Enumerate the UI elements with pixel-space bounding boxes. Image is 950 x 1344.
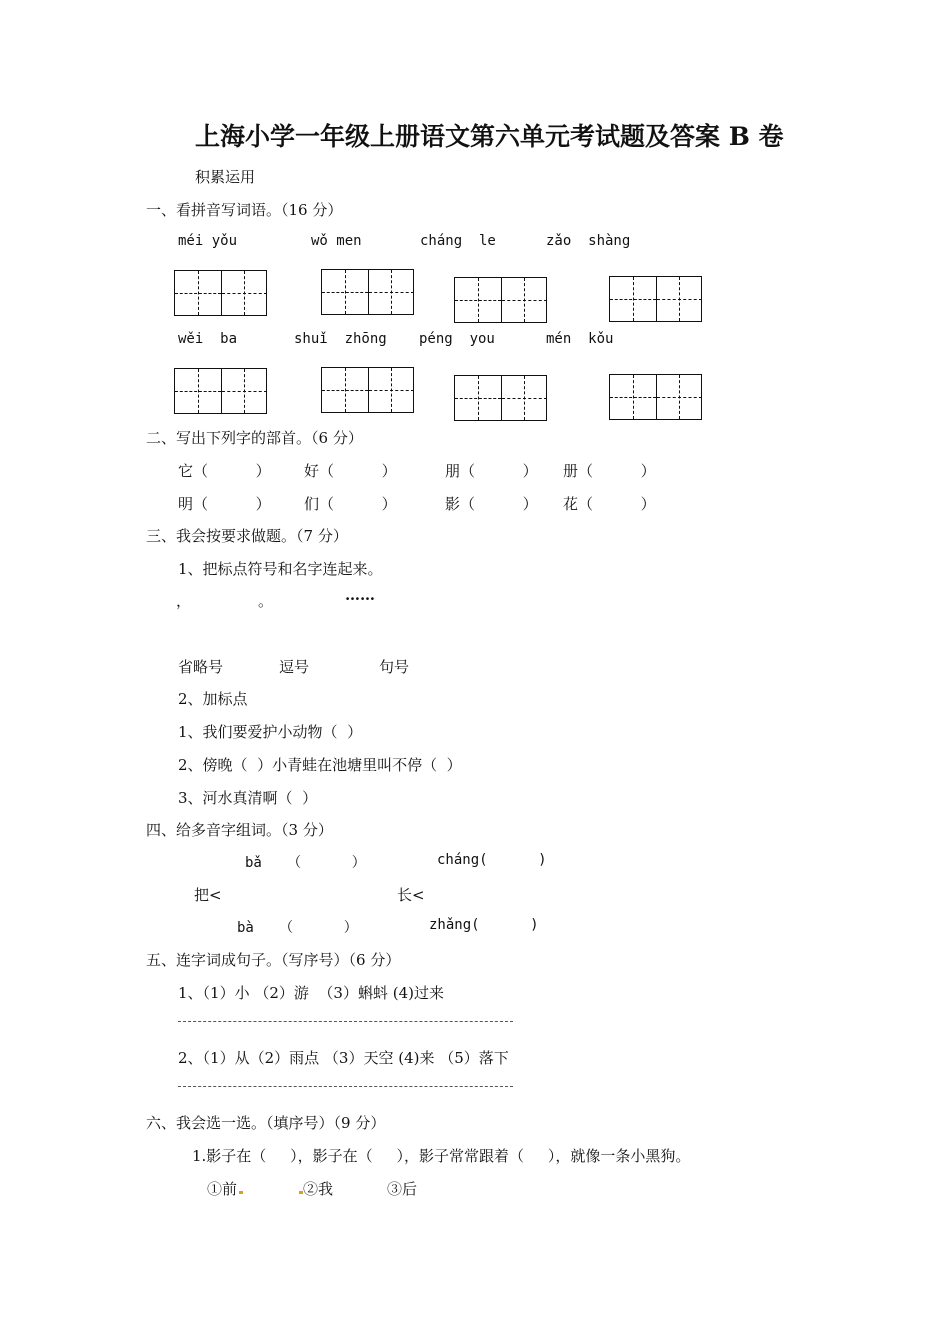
pinyin-5: wěi ba (178, 331, 238, 347)
writing-grid[interactable] (321, 269, 414, 315)
radical-item: 影（ ） (445, 495, 538, 513)
punctuation-name: 句号 (379, 658, 410, 676)
answer-line[interactable] (178, 1021, 513, 1022)
writing-grid[interactable] (454, 375, 547, 421)
writing-grid[interactable] (174, 270, 267, 316)
pinyin-7: péng you (419, 331, 495, 347)
polyphone-pinyin: cháng( ) (437, 852, 547, 868)
writing-grid[interactable] (609, 374, 702, 420)
polyphone-char: 长< (397, 886, 425, 904)
writing-grid[interactable] (174, 368, 267, 414)
radical-item: 明（ ） (178, 495, 271, 513)
polyphone-pinyin: bà （ ） (237, 920, 358, 936)
punctuation-comma: ， (176, 592, 192, 610)
question-6-1: 1.影子在（ ），影子在（ ），影子常常跟着（ ），就像一条小黑狗。 (192, 1147, 691, 1165)
question-3-2: 2、加标点 (178, 690, 248, 708)
pinyin-8: mén kǒu (546, 331, 614, 347)
section-6-heading: 六、我会选一选。（填序号）（9 分） (146, 1114, 386, 1132)
subheading: 积累运用 (195, 168, 256, 186)
pinyin-2: wǒ men (311, 233, 362, 249)
radical-item: 册（ ） (563, 462, 656, 480)
page-title: 上海小学一年级上册语文第六单元考试题及答案 B 卷 (195, 122, 784, 151)
section-3-heading: 三、我会按要求做题。（7 分） (146, 527, 348, 545)
question-3-1: 1、把标点符号和名字连起来。 (178, 560, 383, 578)
pinyin-4: zǎo shàng (546, 233, 631, 249)
punctuation-ellipsis: …… (345, 586, 375, 604)
pinyin-6: shuǐ zhōng (294, 331, 387, 347)
section-4-heading: 四、给多音字组词。（3 分） (146, 821, 333, 839)
question-5-1: 1、（1）小 （2）游 （3）蝌蚪 (4)过来 (178, 984, 444, 1002)
section-2-heading: 二、写出下列字的部首。（6 分） (146, 429, 363, 447)
polyphone-char: 把< (194, 886, 222, 904)
radical-item: 花（ ） (563, 495, 656, 513)
polyphone-pinyin: bǎ （ ） (245, 855, 366, 871)
sentence-item: 3、河水真清啊（ ） (178, 789, 318, 807)
section-5-heading: 五、连字词成句子。（写序号）（6 分） (146, 951, 401, 969)
choice-option: ③后 (387, 1180, 418, 1198)
radical-item: 们（ ） (304, 495, 397, 513)
choice-option: ①前 (207, 1180, 238, 1198)
polyphone-pinyin: zhǎng( ) (429, 917, 539, 933)
radical-item: 它（ ） (178, 462, 271, 480)
punctuation-name: 逗号 (279, 658, 310, 676)
answer-line[interactable] (178, 1086, 513, 1087)
radical-item: 朋（ ） (445, 462, 538, 480)
punctuation-name: 省略号 (178, 658, 224, 676)
choice-option: ②我 (303, 1180, 334, 1198)
pinyin-1: méi yǒu (178, 233, 238, 249)
radical-item: 好（ ） (304, 462, 397, 480)
section-1-heading: 一、看拼音写词语。（16 分） (146, 201, 343, 219)
punctuation-period: 。 (258, 592, 274, 610)
question-5-2: 2、（1）从（2）雨点 （3）天空 (4)来 （5）落下 (178, 1049, 509, 1067)
writing-grid[interactable] (454, 277, 547, 323)
pinyin-3: cháng le (420, 233, 496, 249)
highlight-mark (239, 1191, 243, 1194)
writing-grid[interactable] (609, 276, 702, 322)
sentence-item: 1、我们要爱护小动物（ ） (178, 723, 363, 741)
sentence-item: 2、傍晚（ ）小青蛙在池塘里叫不停（ ） (178, 756, 462, 774)
writing-grid[interactable] (321, 367, 414, 413)
